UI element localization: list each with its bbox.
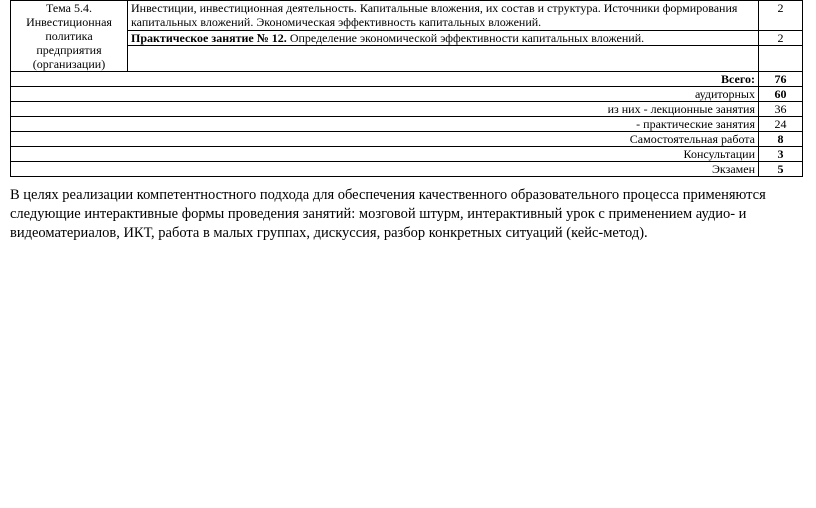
practice-description <box>128 31 759 46</box>
practice-text: Определение экономической эффективности капитальных вложений. <box>286 31 645 45</box>
table-row <box>11 31 803 46</box>
lecture-description: Инвестиции, инвестиционная деятельность. Капитальные вложения, их состав и структура. Источники формирования капитальных вложений. Экономическая эффективность капитальных вложений. <box>128 1 759 31</box>
practice-hours: 2 <box>759 31 803 46</box>
summary-row <box>11 147 803 162</box>
summary-label: Консультации <box>11 147 759 162</box>
summary-label: Экзамен <box>11 162 759 177</box>
summary-label: - практические занятия <box>11 117 759 132</box>
summary-value: 3 <box>759 147 803 162</box>
curriculum-table <box>10 0 803 177</box>
summary-row <box>11 72 803 87</box>
summary-row <box>11 87 803 102</box>
lecture-hours: 2 <box>759 1 803 31</box>
table-row <box>11 46 803 72</box>
summary-label: аудиторных <box>11 87 759 102</box>
table-row <box>11 1 803 31</box>
summary-row <box>11 132 803 147</box>
summary-value: 5 <box>759 162 803 177</box>
summary-value: 36 <box>759 102 803 117</box>
summary-row <box>11 102 803 117</box>
topic-cell: Тема 5.4. Инвестиционная политика предприятия (организации) <box>11 1 128 72</box>
summary-value: 8 <box>759 132 803 147</box>
summary-value: 60 <box>759 87 803 102</box>
summary-row <box>11 117 803 132</box>
summary-row <box>11 162 803 177</box>
empty-cell <box>128 46 759 72</box>
summary-value: 76 <box>759 72 803 87</box>
summary-label: Самостоятельная работа <box>11 132 759 147</box>
empty-cell <box>759 46 803 72</box>
interactive-forms-paragraph: В целях реализации компетентностного подхода для обеспечения качественного образовательного процесса применяются следующие интерактивные формы проведения занятий: мозговой штурм, интерактивный урок с применением аудио- и видеоматериалов, ИКТ, работа в малых группах, дискуссия, разбор конкретных ситуаций (кейс-метод). <box>10 187 766 241</box>
summary-label: Всего: <box>11 72 759 87</box>
summary-section <box>11 72 803 177</box>
summary-value: 24 <box>759 117 803 132</box>
practice-title: Практическое занятие № 12. <box>131 31 287 45</box>
summary-label: из них - лекционные занятия <box>11 102 759 117</box>
